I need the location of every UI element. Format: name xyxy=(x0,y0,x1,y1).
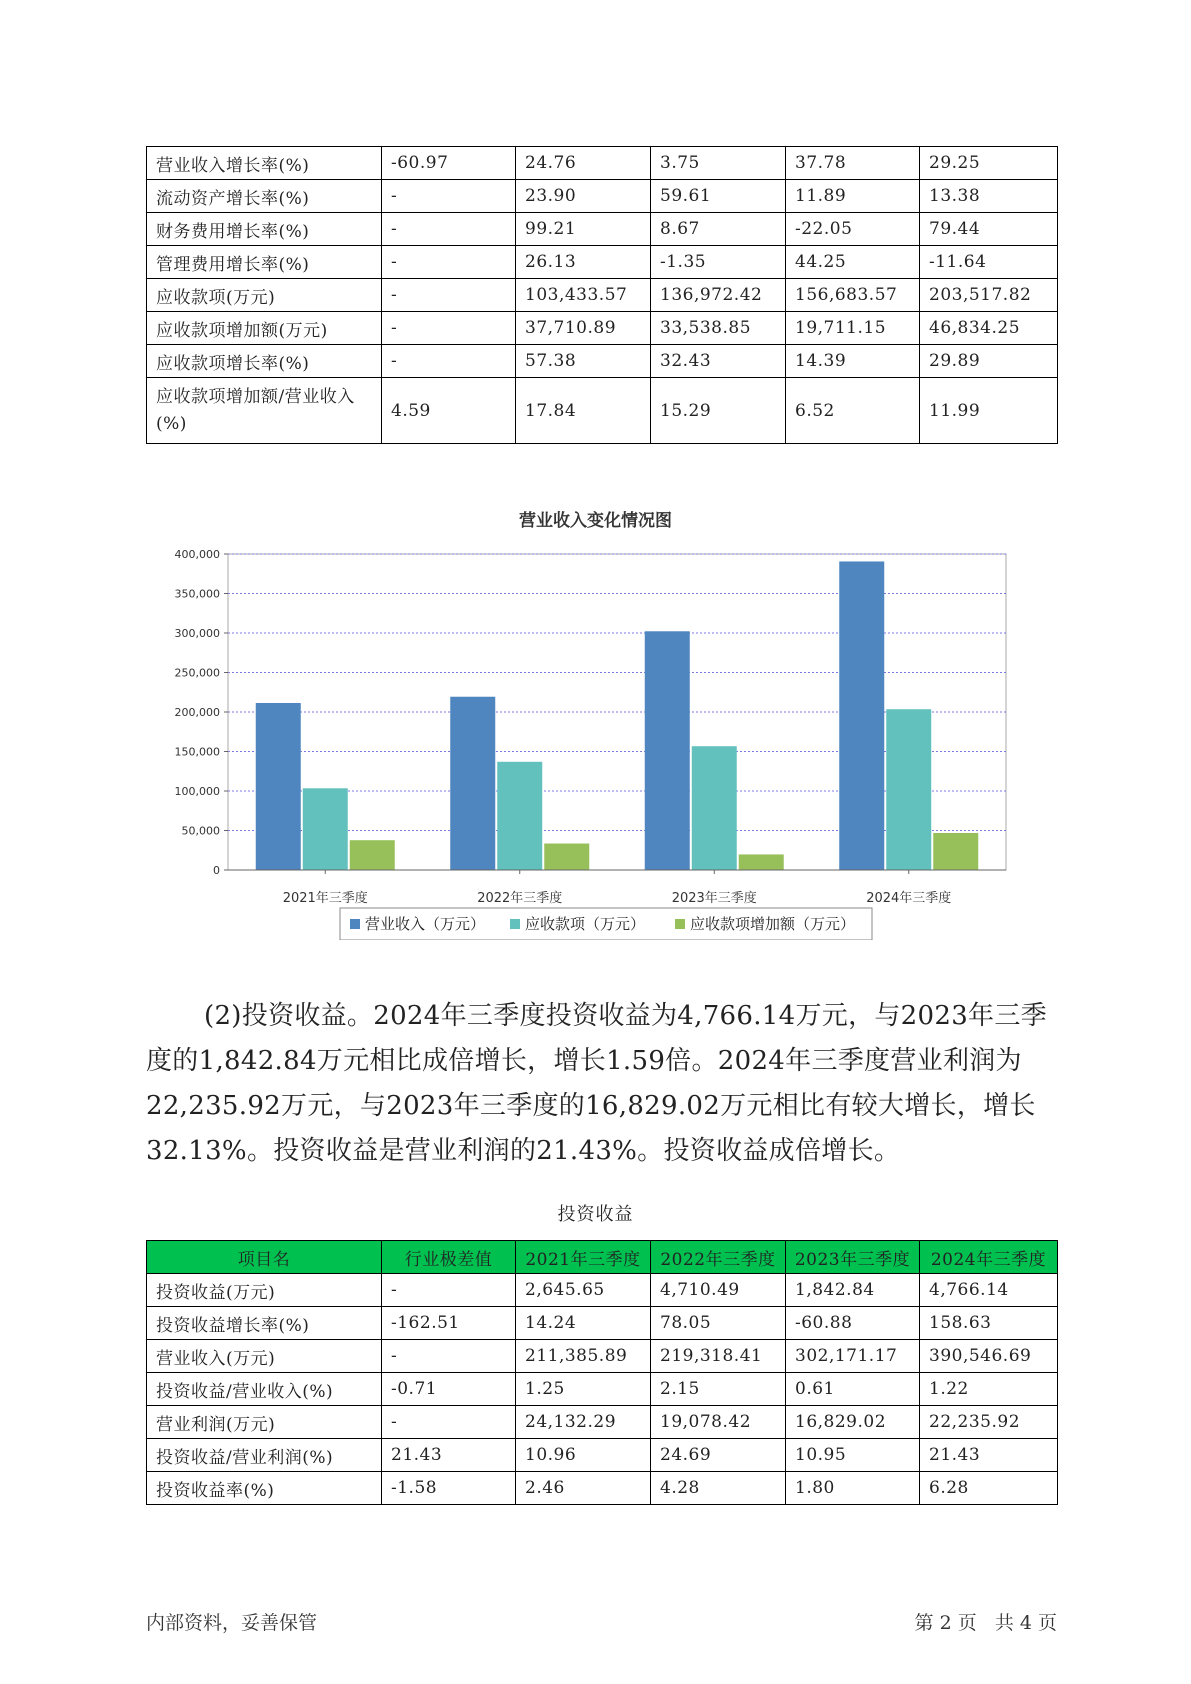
value-cell: 211,385.89 xyxy=(516,1340,651,1373)
table2-caption: 投资收益 xyxy=(557,1204,634,1225)
value-cell: 57.38 xyxy=(516,345,651,378)
table-row xyxy=(147,147,1058,180)
value-cell: 79.44 xyxy=(920,213,1058,246)
value-cell: 44.25 xyxy=(786,246,920,279)
value-cell: 13.38 xyxy=(920,180,1058,213)
value-cell: 17.84 xyxy=(516,378,651,444)
x-tick-label: 2021年三季度 xyxy=(282,891,368,906)
value-cell: -162.51 xyxy=(382,1307,516,1340)
value-cell: 1.80 xyxy=(786,1472,920,1505)
row-label-cell: 投资收益/营业利润(%) xyxy=(147,1439,382,1472)
row-label-cell: 投资收益/营业收入(%) xyxy=(147,1373,382,1406)
value-cell: 19,078.42 xyxy=(651,1406,786,1439)
row-label-cell: 管理费用增长率(%) xyxy=(147,246,382,279)
table-row xyxy=(147,312,1058,345)
column-header: 2024年三季度 xyxy=(920,1241,1058,1274)
value-cell: 2,645.65 xyxy=(516,1274,651,1307)
value-cell: -1.58 xyxy=(382,1472,516,1505)
column-header: 2021年三季度 xyxy=(516,1241,651,1274)
value-cell: 136,972.42 xyxy=(651,279,786,312)
value-cell: 14.39 xyxy=(786,345,920,378)
y-tick-label: 200,000 xyxy=(174,706,220,719)
y-tick-label: 400,000 xyxy=(174,548,220,561)
investment-income-table xyxy=(146,1240,1058,1505)
y-tick-label: 250,000 xyxy=(174,666,220,680)
table-row xyxy=(147,1340,1058,1373)
value-cell: 24.76 xyxy=(516,147,651,180)
value-cell: 19,711.15 xyxy=(786,312,920,345)
value-cell: 32.43 xyxy=(651,345,786,378)
x-tick-label: 2022年三季度 xyxy=(477,891,563,906)
value-cell: 24,132.29 xyxy=(516,1406,651,1439)
value-cell: 37,710.89 xyxy=(516,312,651,345)
table-row xyxy=(147,1439,1058,1472)
x-tick-label: 2024年三季度 xyxy=(866,891,952,906)
row-label-cell: 营业利润(万元) xyxy=(147,1406,382,1439)
row-label-cell: 财务费用增长率(%) xyxy=(147,213,382,246)
legend-label: 营业收入（万元） xyxy=(365,915,486,933)
value-cell: 14.24 xyxy=(516,1307,651,1340)
value-cell: -1.35 xyxy=(651,246,786,279)
value-cell: -60.88 xyxy=(786,1307,920,1340)
y-tick-label: 150,000 xyxy=(174,745,220,759)
row-label-cell: 投资收益(万元) xyxy=(147,1274,382,1307)
financial-metrics-table xyxy=(146,146,1058,444)
bar xyxy=(303,788,348,870)
value-cell: 37.78 xyxy=(786,147,920,180)
revenue-bar-chart xyxy=(160,540,1020,940)
value-cell: 22,235.92 xyxy=(920,1406,1058,1439)
value-cell: 158.63 xyxy=(920,1307,1058,1340)
table-row xyxy=(147,1406,1058,1439)
value-cell: 16,829.02 xyxy=(786,1406,920,1439)
bar xyxy=(450,697,495,870)
bar xyxy=(350,840,395,870)
bar xyxy=(886,709,931,870)
value-cell: 21.43 xyxy=(382,1439,516,1472)
value-cell: 10.95 xyxy=(786,1439,920,1472)
value-cell: 0.61 xyxy=(786,1373,920,1406)
value-cell: - xyxy=(382,213,516,246)
row-label-cell: 投资收益增长率(%) xyxy=(147,1307,382,1340)
footer-page-number: 第 2 页 共 4 页 xyxy=(914,1612,1057,1634)
value-cell: 15.29 xyxy=(651,378,786,444)
column-header: 行业极差值 xyxy=(382,1241,516,1274)
bar xyxy=(839,561,884,870)
row-label-cell: 应收款项增加额/营业收入(%) xyxy=(147,378,382,444)
table-row xyxy=(147,213,1058,246)
value-cell: 1,842.84 xyxy=(786,1274,920,1307)
value-cell: 156,683.57 xyxy=(786,279,920,312)
value-cell: 8.67 xyxy=(651,213,786,246)
table-row xyxy=(147,1472,1058,1505)
bar xyxy=(645,631,690,870)
legend-swatch xyxy=(510,919,520,929)
value-cell: 4,710.49 xyxy=(651,1274,786,1307)
table-row xyxy=(147,246,1058,279)
row-label-cell: 投资收益率(%) xyxy=(147,1472,382,1505)
bar xyxy=(933,833,978,870)
value-cell: 26.13 xyxy=(516,246,651,279)
value-cell: -22.05 xyxy=(786,213,920,246)
row-label-cell: 流动资产增长率(%) xyxy=(147,180,382,213)
legend-swatch xyxy=(350,919,360,929)
value-cell: - xyxy=(382,246,516,279)
bar xyxy=(544,844,589,870)
value-cell: 4.28 xyxy=(651,1472,786,1505)
value-cell: 11.89 xyxy=(786,180,920,213)
value-cell: -60.97 xyxy=(382,147,516,180)
bar xyxy=(256,703,301,870)
y-tick-label: 0 xyxy=(213,864,220,877)
value-cell: 6.28 xyxy=(920,1472,1058,1505)
value-cell: 59.61 xyxy=(651,180,786,213)
value-cell: 2.46 xyxy=(516,1472,651,1505)
table-row xyxy=(147,378,1058,444)
table-row xyxy=(147,1274,1058,1307)
value-cell: 11.99 xyxy=(920,378,1058,444)
investment-income-paragraph xyxy=(146,994,1057,1174)
legend-swatch xyxy=(675,919,685,929)
row-label-cell: 应收款项增加额(万元) xyxy=(147,312,382,345)
legend-label: 应收款项增加额（万元） xyxy=(690,915,856,933)
legend-label: 应收款项（万元） xyxy=(525,915,646,933)
value-cell: -11.64 xyxy=(920,246,1058,279)
value-cell: 302,171.17 xyxy=(786,1340,920,1373)
value-cell: 78.05 xyxy=(651,1307,786,1340)
row-label-cell: 应收款项(万元) xyxy=(147,279,382,312)
value-cell: 46,834.25 xyxy=(920,312,1058,345)
x-tick-label: 2023年三季度 xyxy=(671,891,757,906)
value-cell: - xyxy=(382,279,516,312)
row-label-cell: 营业收入增长率(%) xyxy=(147,147,382,180)
paragraph-text: (2)投资收益。2024年三季度投资收益为4,766.14万元，与2023年三季度的1,842.84万元相比成倍增长，增长1.59倍。2024年三季度营业利润为22,235.92万元，与2023年三季度的16,829.02万元相比有较大增长，增长32.13%。投资收益是营业利润的21.43%。投资收益成倍增长。 xyxy=(146,1001,1047,1166)
y-tick-label: 50,000 xyxy=(181,824,220,838)
bar xyxy=(739,854,784,870)
value-cell: 33,538.85 xyxy=(651,312,786,345)
value-cell: 219,318.41 xyxy=(651,1340,786,1373)
value-cell: 1.25 xyxy=(516,1373,651,1406)
value-cell: 21.43 xyxy=(920,1439,1058,1472)
value-cell: - xyxy=(382,1274,516,1307)
y-tick-label: 100,000 xyxy=(174,785,220,798)
column-header: 项目名 xyxy=(147,1241,382,1274)
y-tick-label: 300,000 xyxy=(174,627,220,640)
table-row xyxy=(147,180,1058,213)
value-cell: 1.22 xyxy=(920,1373,1058,1406)
table-row xyxy=(147,1307,1058,1340)
value-cell: - xyxy=(382,180,516,213)
value-cell: 2.15 xyxy=(651,1373,786,1406)
value-cell: - xyxy=(382,1340,516,1373)
row-label-cell: 营业收入(万元) xyxy=(147,1340,382,1373)
column-header: 2022年三季度 xyxy=(651,1241,786,1274)
value-cell: 6.52 xyxy=(786,378,920,444)
value-cell: 103,433.57 xyxy=(516,279,651,312)
value-cell: 99.21 xyxy=(516,213,651,246)
value-cell: 23.90 xyxy=(516,180,651,213)
table-row xyxy=(147,345,1058,378)
footer-confidential-note: 内部资料，妥善保管 xyxy=(146,1612,318,1634)
value-cell: 29.89 xyxy=(920,345,1058,378)
value-cell: -0.71 xyxy=(382,1373,516,1406)
value-cell: - xyxy=(382,1406,516,1439)
table-row xyxy=(147,1373,1058,1406)
table-row xyxy=(147,279,1058,312)
bar xyxy=(497,762,542,870)
value-cell: 203,517.82 xyxy=(920,279,1058,312)
value-cell: 3.75 xyxy=(651,147,786,180)
value-cell: 10.96 xyxy=(516,1439,651,1472)
row-label-cell: 应收款项增长率(%) xyxy=(147,345,382,378)
value-cell: 4.59 xyxy=(382,378,516,444)
y-tick-label: 350,000 xyxy=(174,587,220,601)
chart-title: 营业收入变化情况图 xyxy=(519,511,672,531)
bar xyxy=(692,746,737,870)
value-cell: 29.25 xyxy=(920,147,1058,180)
value-cell: - xyxy=(382,312,516,345)
value-cell: 24.69 xyxy=(651,1439,786,1472)
value-cell: 390,546.69 xyxy=(920,1340,1058,1373)
value-cell: 4,766.14 xyxy=(920,1274,1058,1307)
value-cell: - xyxy=(382,345,516,378)
column-header: 2023年三季度 xyxy=(786,1241,920,1274)
